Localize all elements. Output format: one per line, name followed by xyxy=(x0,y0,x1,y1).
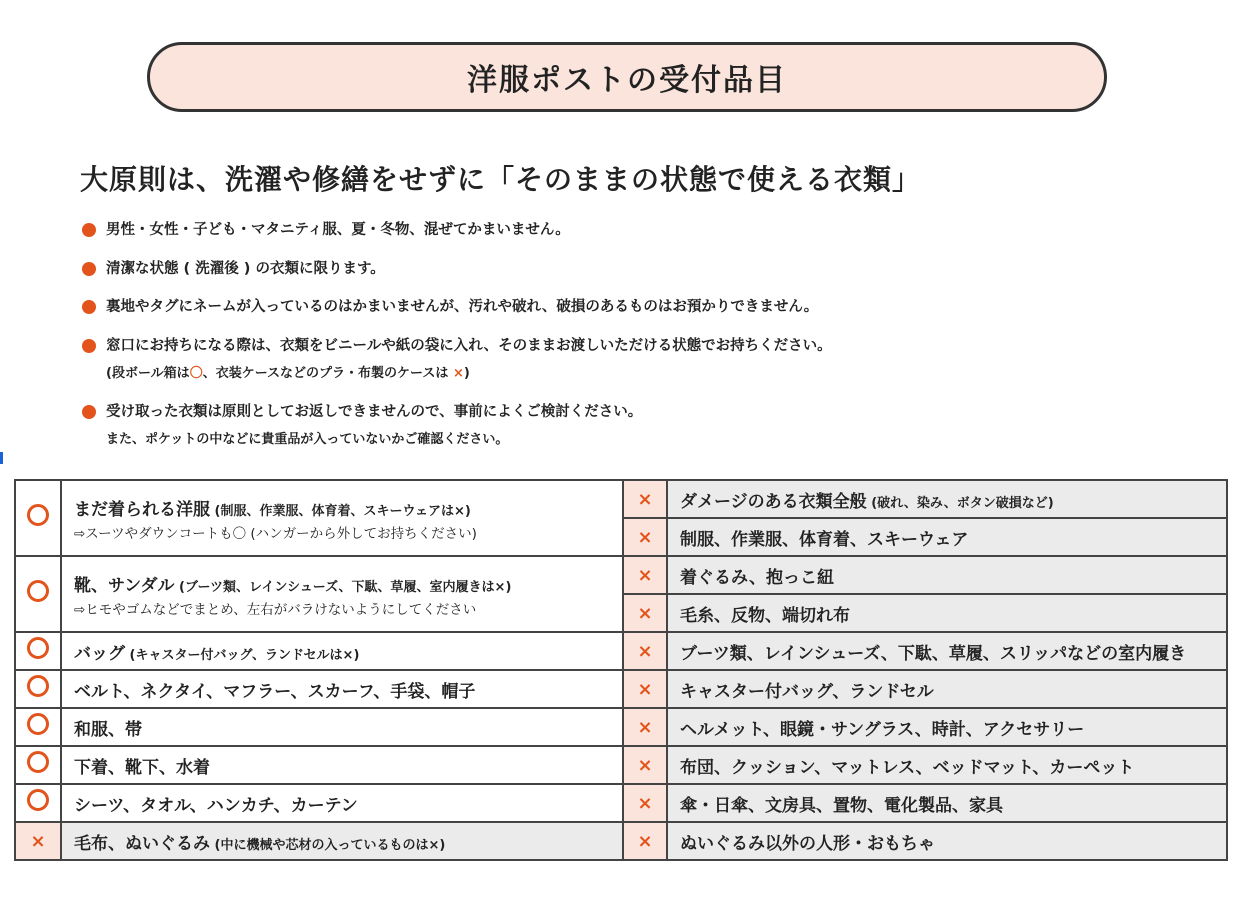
rule-item: 男性・女性・子ども・マタニティ服、夏・冬物、混ぜてかまいません。 xyxy=(80,218,570,242)
table-row xyxy=(15,556,1227,594)
ng-mark-icon: × xyxy=(623,746,667,784)
ng-mark-icon: × xyxy=(15,822,61,860)
edge-marker xyxy=(0,452,3,464)
ng-mark-icon: × xyxy=(452,366,464,381)
ok-mark-icon xyxy=(15,784,61,822)
table-row xyxy=(15,746,1227,784)
bullet-icon xyxy=(82,339,96,353)
ok-mark-icon xyxy=(15,708,61,746)
ng-mark-icon: × xyxy=(623,708,667,746)
accepted-item: 靴、サンダル (ブーツ類、レインシューズ、下駄、草履、室内履きは×) ⇨ヒモやゴムなどでまとめ、左右がバラけないようにしてください xyxy=(61,556,623,632)
bullet-icon xyxy=(82,223,96,237)
bullet-icon xyxy=(82,405,96,419)
bullet-icon xyxy=(82,300,96,314)
ok-mark-icon xyxy=(15,670,61,708)
ng-mark-icon: × xyxy=(623,594,667,632)
rule-item: 窓口にお持ちになる際は、衣類をビニールや紙の袋に入れ、そのままお渡しいただける状態でお持ちください。 (段ボール箱は〇、衣装ケースなどのプラ・布製のケースは ×) xyxy=(80,334,832,386)
ok-mark-icon xyxy=(15,746,61,784)
ok-mark-icon xyxy=(15,556,61,632)
ok-mark-icon xyxy=(15,480,61,556)
accepted-item: まだ着られる洋服 (制服、作業服、体育着、スキーウェアは×) ⇨スーツやダウンコートも〇 (ハンガーから外してお持ちください) xyxy=(61,480,623,556)
ok-mark-icon xyxy=(15,632,61,670)
main-heading: 大原則は、洗濯や修繕をせずに「そのままの状態で使える衣類」 xyxy=(80,163,922,196)
page-title: 洋服ポストの受付品目 xyxy=(467,63,787,98)
ok-mark-icon: 〇 xyxy=(189,366,203,381)
rejected-item: 毛布、ぬいぐるみ (中に機械や芯材の入っているものは×) xyxy=(61,822,623,860)
rejected-item: 着ぐるみ、抱っこ紐 xyxy=(667,556,1227,594)
title-banner xyxy=(147,42,1107,112)
accepted-item: バッグ (キャスター付バッグ、ランドセルは×) xyxy=(61,632,623,670)
ng-mark-icon: × xyxy=(623,822,667,860)
rejected-item: 毛糸、反物、端切れ布 xyxy=(667,594,1227,632)
table-row xyxy=(15,670,1227,708)
table-row xyxy=(15,708,1227,746)
table-row xyxy=(15,480,1227,518)
items-table xyxy=(14,479,1228,861)
ng-mark-icon: × xyxy=(623,632,667,670)
rejected-item: ダメージのある衣類全般 (破れ、染み、ボタン破損など) xyxy=(667,480,1227,518)
rejected-item: ブーツ類、レインシューズ、下駄、草履、スリッパなどの室内履き xyxy=(667,632,1227,670)
table-row xyxy=(15,784,1227,822)
rejected-item: 傘・日傘、文房具、置物、電化製品、家具 xyxy=(667,784,1227,822)
table-row xyxy=(15,632,1227,670)
ng-mark-icon: × xyxy=(623,670,667,708)
table-row xyxy=(15,822,1227,860)
rejected-item: ヘルメット、眼鏡・サングラス、時計、アクセサリー xyxy=(667,708,1227,746)
ng-mark-icon: × xyxy=(623,518,667,556)
ng-mark-icon: × xyxy=(623,556,667,594)
ng-mark-icon: × xyxy=(623,784,667,822)
rule-item: 裏地やタグにネームが入っているのはかまいませんが、汚れや破れ、破損のあるものはお預かりできません。 xyxy=(80,295,818,319)
accepted-item: 下着、靴下、水着 xyxy=(61,746,623,784)
rejected-item: 制服、作業服、体育着、スキーウェア xyxy=(667,518,1227,556)
ng-mark-icon: × xyxy=(623,480,667,518)
rejected-item: キャスター付バッグ、ランドセル xyxy=(667,670,1227,708)
rejected-item: ぬいぐるみ以外の人形・おもちゃ xyxy=(667,822,1227,860)
accepted-item: シーツ、タオル、ハンカチ、カーテン xyxy=(61,784,623,822)
rejected-item: 布団、クッション、マットレス、ベッドマット、カーペット xyxy=(667,746,1227,784)
accepted-item: 和服、帯 xyxy=(61,708,623,746)
bullet-icon xyxy=(82,262,96,276)
rule-item: 清潔な状態 ( 洗濯後 ) の衣類に限ります。 xyxy=(80,257,385,281)
accepted-item: ベルト、ネクタイ、マフラー、スカーフ、手袋、帽子 xyxy=(61,670,623,708)
rule-subnote: また、ポケットの中などに貴重品が入っていないかご確認ください。 xyxy=(106,432,509,447)
rule-item: 受け取った衣類は原則としてお返しできませんので、事前によくご検討ください。 また、ポケットの中などに貴重品が入っていないかご確認ください。 xyxy=(80,400,642,452)
rule-subnote: (段ボール箱は〇、衣装ケースなどのプラ・布製のケースは ×) xyxy=(106,366,470,381)
